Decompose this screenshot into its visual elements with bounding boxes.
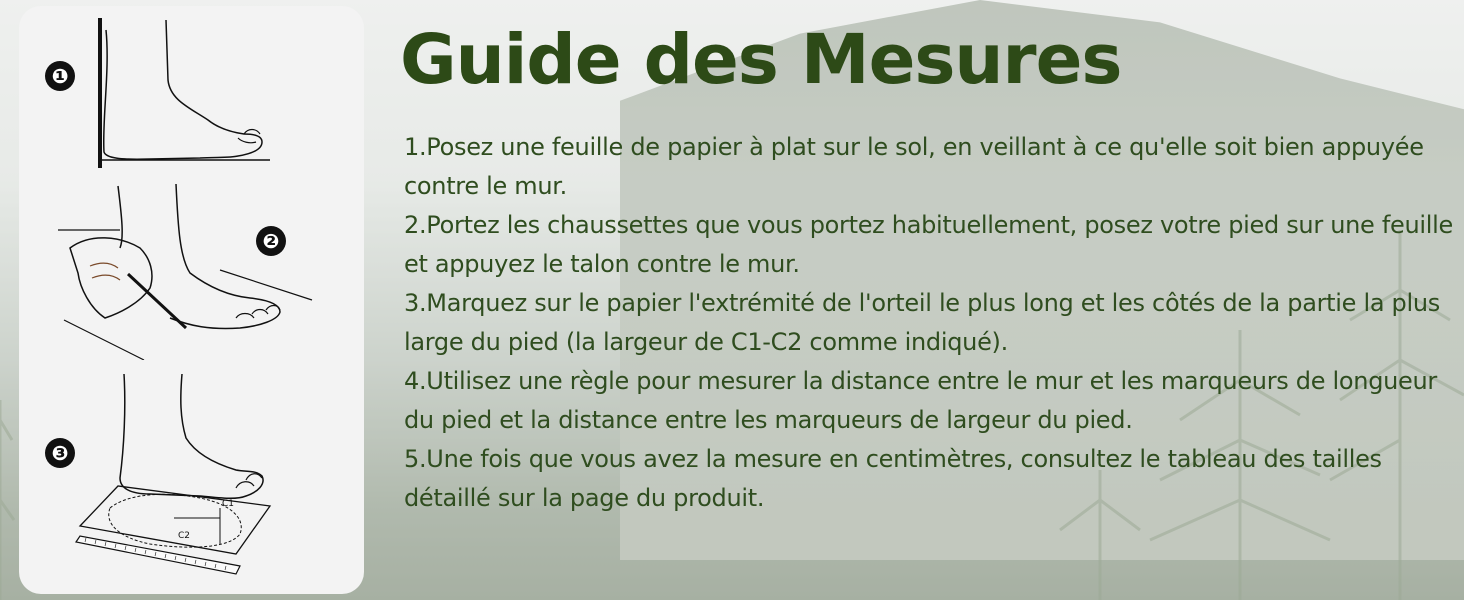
toes	[236, 474, 262, 488]
step3-illustration	[40, 368, 320, 584]
paper-edge	[64, 320, 144, 360]
c1-label: C1	[222, 499, 235, 509]
instructions	[404, 128, 1456, 518]
foot-outline	[120, 374, 263, 498]
hand-detail	[90, 263, 120, 280]
step-4: 4.Utilisez une règle pour mesurer la distance entre le mur et les marqueurs de longueur du pied et la distance entre les marqueurs de largeur du pied.	[404, 367, 1437, 434]
page-title: Guide des Mesures	[400, 20, 1122, 100]
ruler	[76, 536, 240, 574]
foot-outline	[118, 184, 280, 329]
step2-badge: ❷	[256, 226, 286, 256]
step2-illustration	[40, 178, 320, 360]
toes	[236, 306, 280, 319]
hand	[70, 238, 152, 318]
step-5: 5.Une fois que vous avez la mesure en centimètres, consultez le tableau des tailles détaillé sur la page du produit.	[404, 445, 1382, 512]
step-1: 1.Posez une feuille de papier à plat sur le sol, en veillant à ce qu'elle soit bien appuyée contre le mur.	[404, 133, 1424, 200]
step3-badge: ❸	[45, 438, 75, 468]
step1-illustration	[40, 10, 320, 170]
step-2: 2.Portez les chaussettes que vous portez habituellement, posez votre pied sur une feuille et appuyez le talon contre le mur.	[404, 211, 1453, 278]
step-3: 3.Marquez sur le papier l'extrémité de l'orteil le plus long et les côtés de la partie la plus large du pied (la largeur de C1-C2 comme indiqué).	[404, 289, 1440, 356]
c2-label: C2	[178, 531, 191, 541]
step1-badge: ❶	[45, 61, 75, 91]
